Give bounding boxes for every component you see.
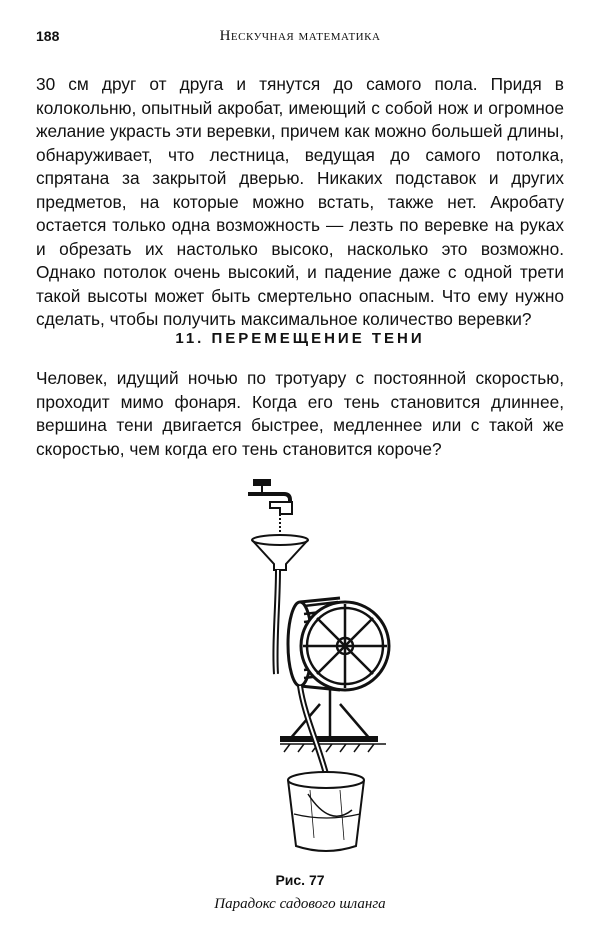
page-number: 188 xyxy=(36,28,60,44)
section-title: 11. ПЕРЕМЕЩЕНИЕ ТЕНИ xyxy=(175,330,425,347)
paragraph-problem: Человек, идущий ночью по тротуару с постоянной скоростью, проходит мимо фонаря. Когда его тень становится длиннее, вершина тени двигается быстрее, медленнее или с такой же скоростью, чем когда его тень становится короче? xyxy=(36,368,564,459)
hose-reel-icon xyxy=(280,598,389,739)
figure-caption: Парадокс садового шланга xyxy=(214,896,386,912)
garden-hose-illustration xyxy=(220,474,400,864)
page-header xyxy=(36,28,564,50)
funnel-icon xyxy=(252,535,308,570)
running-title: Нескучная математика xyxy=(219,28,381,44)
paragraph-continued: 30 см друг от друга и тянутся до самого пола. Придя в колокольню, опытный акробат, имеющий с собой нож и огромное желание украсть эти веревки, причем как можно большей длины, обнаруживает, что лестница, ведущая до самого потолка, спрятана за закрытой дверью. Никаких подставок и других предметов, на которые можно встать, также нет. Акробату остается только одна возможность — лезть по веревке на руках и обрезать их настолько высоко, насколько это возможно. Однако потолок очень высокий, и падение даже с одной трети такой высоты может быть смертельно опасным. Что ему нужно сделать, чтобы получить максимальное количество веревки? xyxy=(36,74,564,329)
figure-number: Рис. 77 xyxy=(275,872,325,888)
bucket-icon xyxy=(288,772,364,851)
ground xyxy=(280,744,386,752)
faucet-icon xyxy=(248,480,292,534)
